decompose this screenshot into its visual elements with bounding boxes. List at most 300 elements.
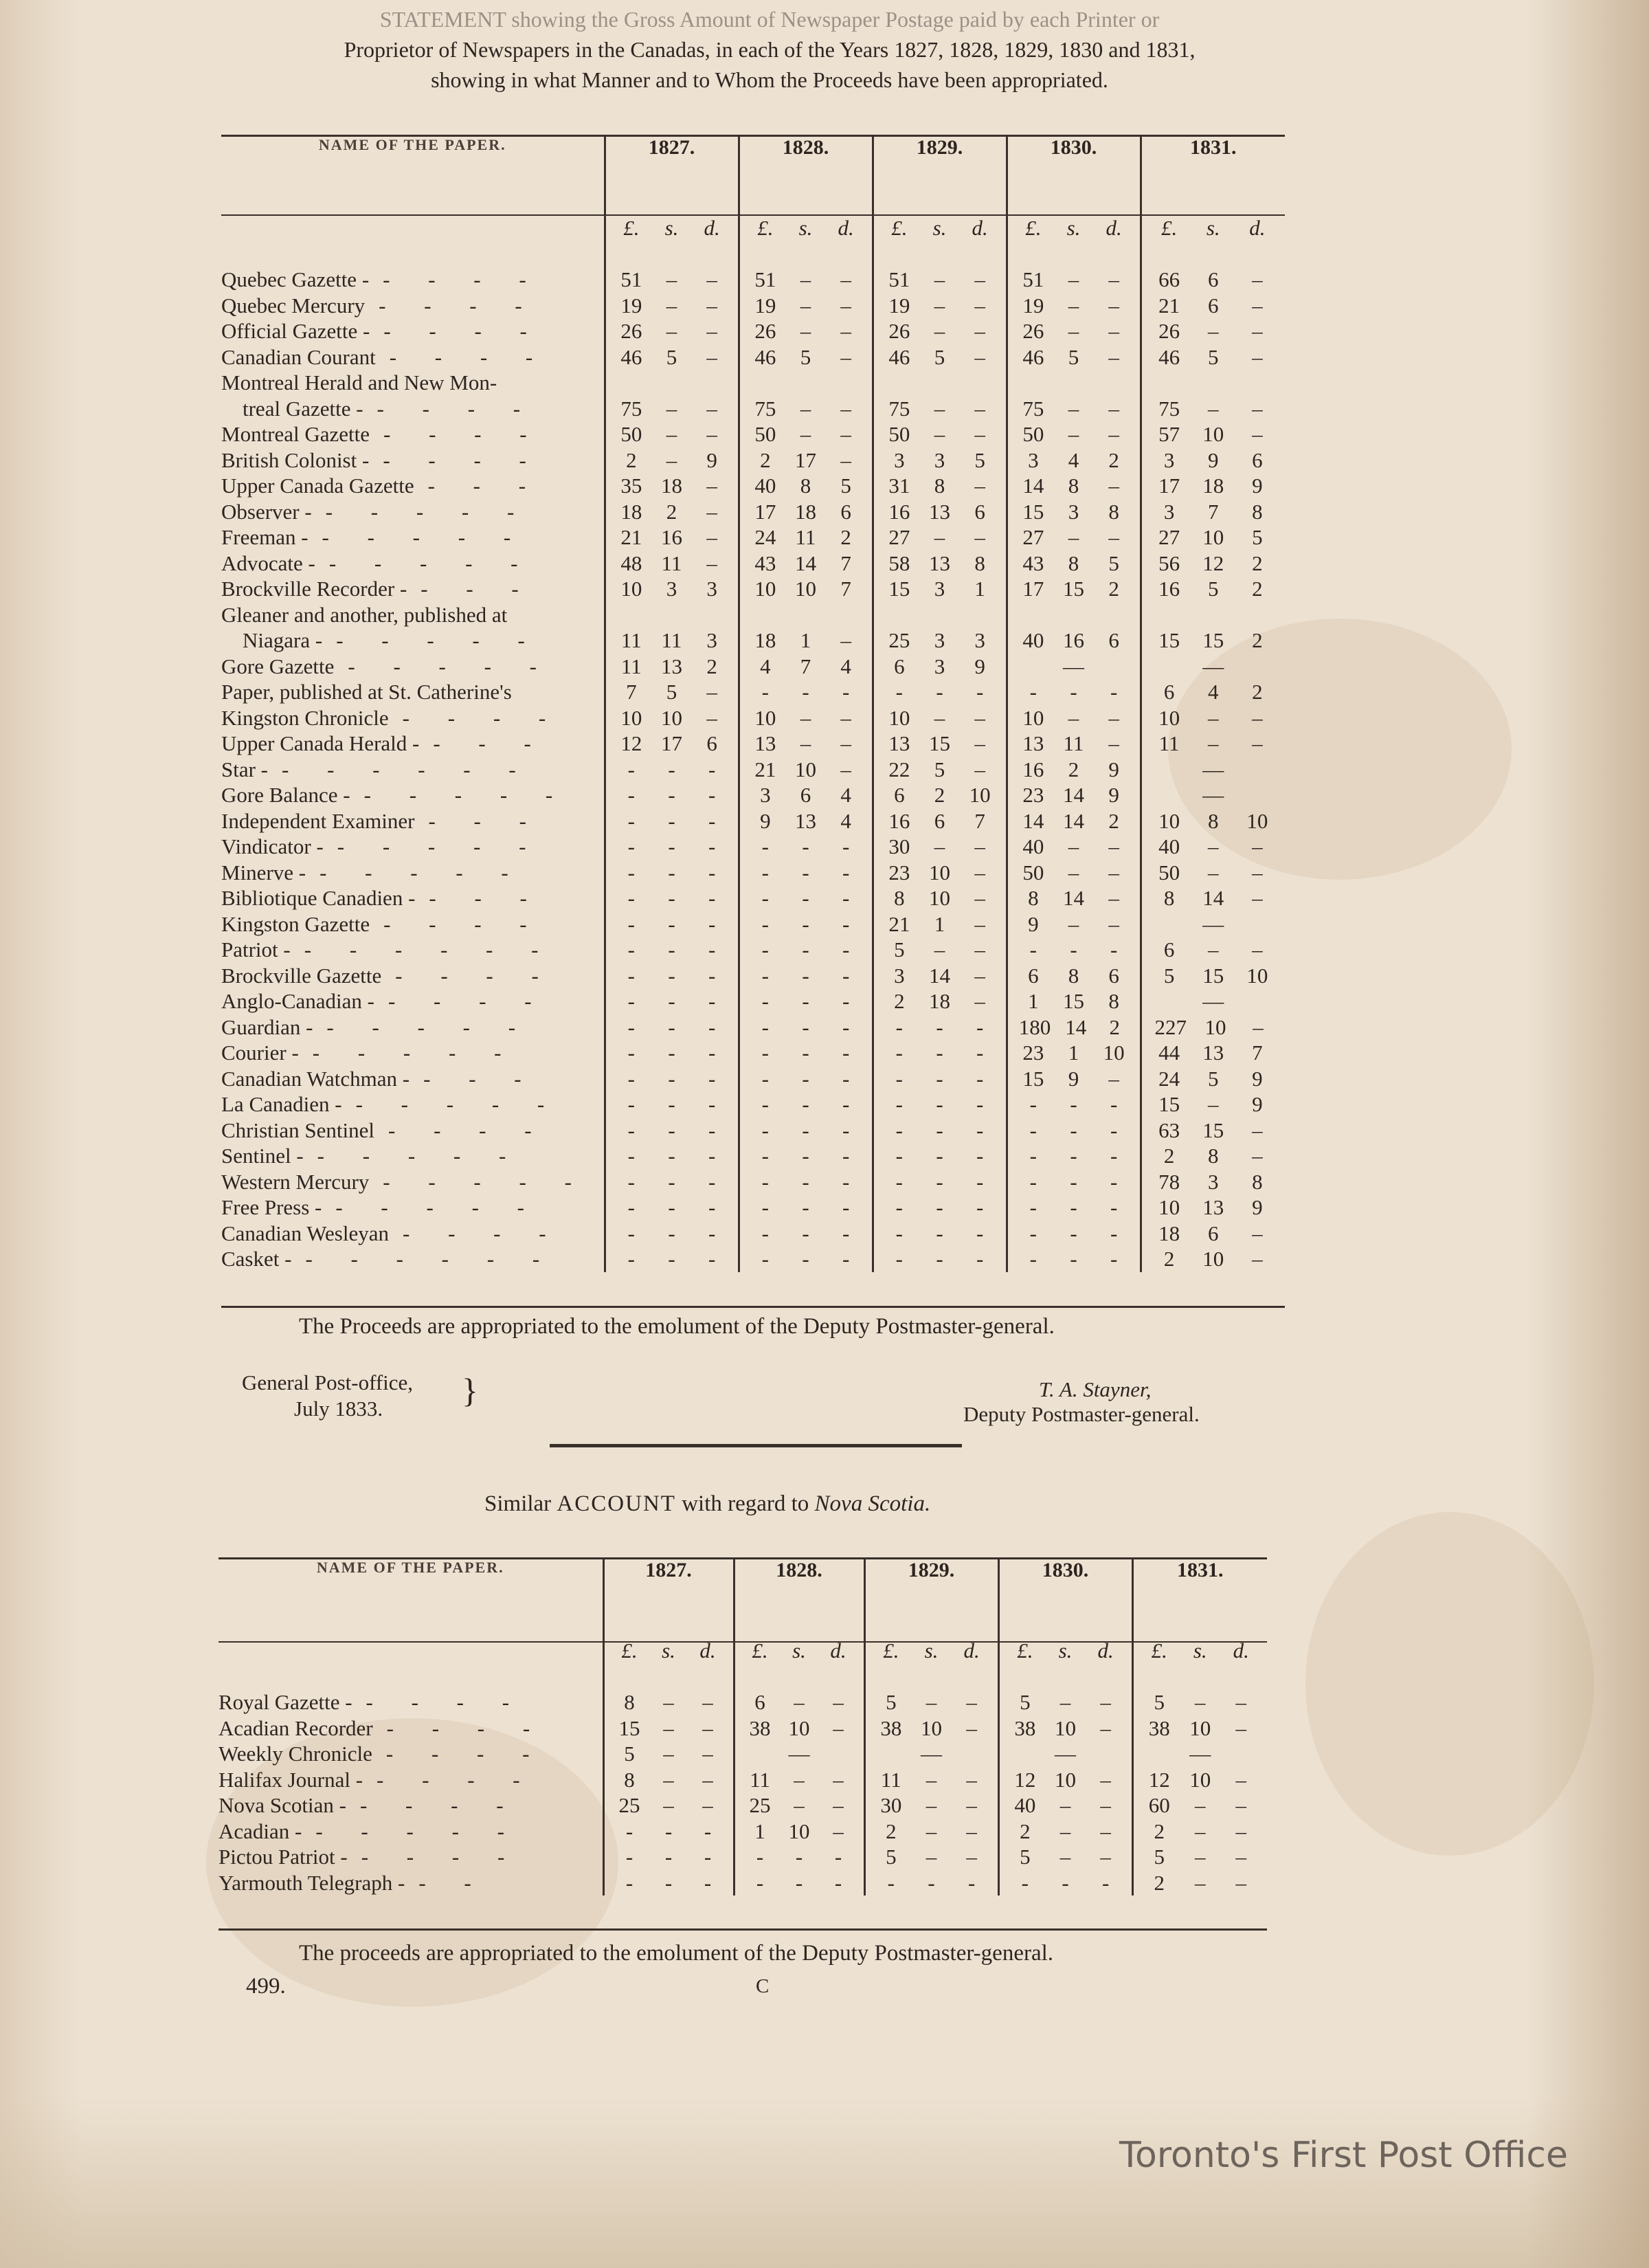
paper-name-cell (221, 705, 605, 731)
paper-name-cell (218, 1792, 603, 1819)
pence-value: 2 (1108, 808, 1119, 833)
pounds-value: - (761, 1041, 769, 1065)
pence-value: - (976, 1118, 984, 1142)
paper-name: Free Press - (221, 1195, 322, 1219)
amount-cell (605, 988, 739, 1014)
amount-cell (1007, 808, 1141, 834)
table-row (221, 988, 1285, 1014)
similar-prefix: Similar (484, 1491, 552, 1516)
shillings-value: – (926, 1845, 937, 1869)
shillings-value: – (663, 1767, 674, 1792)
amount-cell (739, 679, 873, 705)
paper-name: Canadian Watchman - (221, 1066, 410, 1091)
amount-cell (1007, 834, 1141, 860)
amount-cell (873, 731, 1007, 757)
shillings-value: 8 (1068, 963, 1079, 988)
pence-value: – (840, 757, 851, 781)
shillings-value: - (1062, 1870, 1069, 1895)
pence-value: – (840, 293, 851, 318)
pence-value: 7 (840, 577, 851, 601)
amount-cell (739, 473, 873, 499)
amount-cell (1141, 1040, 1285, 1066)
pounds-value: 18 (620, 499, 642, 524)
amount-cell (739, 1066, 873, 1092)
pounds-value: 43 (1022, 551, 1044, 575)
pounds-value: - (627, 1092, 635, 1116)
amount-cell (1141, 1194, 1285, 1221)
pence-value: 9 (706, 447, 717, 472)
amount-cell (873, 885, 1007, 911)
amount-cell (605, 860, 739, 886)
pence-value: 10 (1246, 963, 1268, 988)
paper-name-cell (221, 937, 605, 963)
pounds-value: 58 (888, 551, 910, 575)
unit-label: £. (621, 1638, 638, 1663)
shillings-value: 15 (1062, 577, 1084, 601)
pence-value: – (1252, 293, 1263, 318)
unit-label: s. (662, 1638, 675, 1663)
pounds-value: - (625, 1845, 633, 1869)
pounds-value: 5 (894, 937, 905, 961)
pounds-value: - (1029, 1092, 1037, 1116)
pounds-value: - (761, 911, 769, 936)
leader-dots: - - - - (385, 1742, 546, 1766)
table-row (221, 551, 1285, 577)
pounds-value: 24 (1158, 1066, 1180, 1091)
shillings-value: 11 (661, 628, 682, 652)
amount-cell (739, 318, 873, 344)
pence-value: – (1108, 731, 1119, 755)
shillings-value: – (1207, 396, 1219, 421)
shillings-value: — (1062, 654, 1084, 678)
units-cell (605, 216, 739, 267)
pence-value: - (842, 989, 850, 1013)
shillings-value: — (1202, 783, 1224, 807)
amount-cell (1141, 757, 1285, 783)
pounds-value: 6 (1163, 937, 1175, 961)
amount-cell (873, 1040, 1007, 1066)
paper-name-cell (221, 1246, 605, 1272)
leader-dots: - - - - - (312, 1041, 518, 1065)
pence-value: – (706, 267, 717, 291)
shillings-value: 18 (660, 474, 682, 498)
pence-value: - (842, 963, 850, 988)
pounds-value: 9 (760, 808, 771, 833)
year-header: 1830. (1007, 136, 1141, 216)
pence-value: 5 (974, 447, 985, 472)
pence-value: – (1100, 1793, 1111, 1817)
shillings-value: - (1070, 680, 1077, 704)
amount-cell (605, 499, 739, 525)
ns-name-column-header: NAME OF THE PAPER. (316, 1559, 504, 1576)
shillings-value: - (1070, 1092, 1077, 1116)
pence-value: 2 (1252, 680, 1263, 704)
pounds-value: 13 (754, 731, 776, 755)
amount-cell (1007, 396, 1141, 422)
amount-cell (1007, 551, 1141, 577)
amount-cell (605, 576, 739, 602)
pounds-value: 51 (754, 267, 776, 291)
leader-dots: - - - - - (322, 525, 528, 549)
shillings-value: - (668, 860, 675, 885)
table-row (221, 473, 1285, 499)
amount-cell (734, 1792, 864, 1819)
shillings-value: - (664, 1870, 673, 1895)
table-row (221, 1066, 1285, 1092)
paper-name: Vindicator - (221, 834, 324, 858)
amount-cell (605, 1066, 739, 1092)
pence-value: 3 (974, 628, 985, 652)
shillings-value: - (802, 680, 809, 704)
units-cell (998, 1638, 1132, 1689)
table-bottom-rule (221, 1306, 1285, 1308)
shillings-value: – (1068, 267, 1079, 291)
amount-cell (734, 1741, 864, 1767)
amount-cell (605, 473, 739, 499)
pounds-value: 16 (888, 499, 910, 524)
pounds-value: 2 (1163, 1144, 1175, 1168)
amount-cell (1007, 911, 1141, 937)
pence-value: – (974, 267, 985, 291)
amount-cell (734, 1819, 864, 1845)
pounds-value: 21 (754, 757, 776, 781)
proceeds-note: The Proceeds are appropriated to the emolument of the Deputy Postmaster-general. (299, 1314, 1055, 1339)
pence-value: - (1110, 1169, 1118, 1194)
pounds-value: 12 (1014, 1767, 1036, 1792)
pence-value: - (704, 1819, 712, 1843)
pounds-value: - (1029, 1169, 1037, 1194)
pence-value: – (974, 911, 985, 936)
pounds-value: - (761, 1144, 769, 1168)
pounds-value: - (627, 1014, 635, 1039)
amount-cell (739, 1091, 873, 1118)
shillings-value: - (664, 1845, 673, 1869)
amount-cell (1141, 602, 1285, 628)
amount-cell (1141, 524, 1285, 551)
amount-cell (739, 576, 873, 602)
amount-cell (605, 447, 739, 474)
pounds-value: 3 (760, 783, 771, 807)
shillings-value: 3 (1068, 499, 1079, 524)
leader-dots: - - - - - (328, 551, 535, 575)
pounds-value: 38 (1014, 1715, 1036, 1740)
pence-value: – (966, 1793, 977, 1817)
shillings-value: – (800, 293, 811, 318)
amount-cell (605, 1246, 739, 1272)
shillings-value: - (668, 1014, 675, 1039)
pence-value: – (974, 422, 985, 446)
amount-cell (1007, 1221, 1141, 1247)
paper-name-cell (221, 1040, 605, 1066)
pence-value: - (708, 808, 716, 833)
ns-table-header-row (218, 1559, 1267, 1638)
pence-value: – (1100, 1767, 1111, 1792)
amount-cell (873, 1143, 1007, 1169)
paper-name: Kingston Chronicle (221, 705, 389, 730)
pounds-value: 6 (894, 654, 905, 678)
unit-label: s. (1206, 216, 1220, 240)
amount-cell (1007, 499, 1141, 525)
unit-label: d. (972, 216, 988, 240)
pence-value: - (708, 1169, 716, 1194)
page-number: 499. (246, 1974, 286, 1999)
paper-name-cell (218, 1715, 603, 1742)
pounds-value: 11 (750, 1767, 770, 1792)
shillings-value: - (802, 1014, 809, 1039)
pence-value (958, 1741, 985, 1767)
pounds-value: 6 (894, 783, 905, 807)
amount-cell (739, 524, 873, 551)
pounds-value: - (627, 1247, 635, 1271)
pence-value: 2 (1252, 551, 1263, 575)
shillings-value: 5 (1068, 344, 1079, 369)
paper-name-cell (221, 1066, 605, 1092)
paper-name-cell (221, 551, 605, 577)
pounds-value: 35 (620, 474, 642, 498)
leader-dots: - - - - (403, 1221, 563, 1245)
pounds-value: 8 (624, 1690, 635, 1714)
units-cell (864, 1638, 998, 1689)
pounds-value: 3 (1028, 447, 1039, 472)
pence-value: – (1252, 267, 1263, 291)
table-row (221, 834, 1285, 860)
pence-value: – (1235, 1690, 1246, 1714)
shillings-value: – (1059, 1845, 1071, 1869)
pounds-value: - (895, 1092, 903, 1116)
shillings-value: - (1070, 1221, 1077, 1245)
shillings-value: — (1202, 911, 1224, 936)
leader-dots: - - - - - (337, 834, 543, 858)
signature-place-line-1: General Post-office, (242, 1370, 414, 1394)
pounds-value: - (627, 808, 635, 833)
pence-value: 9 (1252, 1066, 1263, 1091)
paper-name: Bibliotique Canadien - (221, 886, 416, 910)
pounds-value: 9 (1028, 911, 1039, 936)
shillings-value: 18 (928, 989, 950, 1013)
amount-cell (873, 1169, 1007, 1195)
amount-cell (873, 757, 1007, 783)
pounds-value: 13 (1022, 731, 1044, 755)
shillings-value: - (1070, 1169, 1077, 1194)
amount-cell (873, 1194, 1007, 1221)
amount-cell (873, 524, 1007, 551)
pounds-value: - (895, 1144, 903, 1168)
ns-year-header: 1829. (864, 1559, 998, 1638)
paper-name-cell (221, 757, 605, 783)
pounds-value: 38 (749, 1715, 771, 1740)
leader-dots: - - - - (383, 447, 543, 472)
amount-cell (873, 782, 1007, 808)
watermark: Toronto's First Post Office (1119, 2135, 1568, 2176)
shillings-value: 9 (1207, 447, 1219, 472)
pounds-value: 21 (1158, 293, 1180, 318)
table-row (218, 1792, 1267, 1819)
table-row (221, 1169, 1285, 1195)
amount-cell (739, 602, 873, 628)
pence-value: – (706, 422, 717, 446)
amount-cell (873, 988, 1007, 1014)
shillings-value: 6 (800, 783, 811, 807)
table-row (221, 757, 1285, 783)
shillings-value: – (1195, 1690, 1206, 1714)
amount-cell (605, 627, 739, 654)
pounds-value (746, 1741, 774, 1767)
paper-name-cell (221, 911, 605, 937)
pounds-value: 21 (888, 911, 910, 936)
pounds-value: - (761, 1221, 769, 1245)
leader-dots: - - - - - (335, 1195, 541, 1219)
paper-name: treal Gazette - (221, 396, 363, 421)
leader-dots: - - - - - - (304, 937, 555, 961)
paper-name: Sentinel - (221, 1144, 304, 1168)
amount-cell (873, 473, 1007, 499)
pence-value: - (834, 1845, 842, 1869)
paper-name: Paper, published at St. Catherine's (221, 680, 512, 704)
paper-name: Kingston Gazette (221, 911, 370, 936)
pounds-value: 14 (1022, 808, 1044, 833)
shillings-value: 11 (1063, 731, 1084, 755)
amount-cell (739, 757, 873, 783)
shillings-value: - (668, 1041, 675, 1065)
shillings-value: – (934, 396, 945, 421)
amount-cell (873, 344, 1007, 370)
pounds-value: 3 (894, 963, 905, 988)
pounds-value: 31 (888, 474, 910, 498)
pounds-value: 5 (886, 1690, 897, 1714)
table-row (221, 267, 1285, 293)
pence-value: - (708, 937, 716, 961)
table-row (221, 808, 1285, 834)
shillings-value: 1 (1068, 1041, 1079, 1065)
pence-value: – (1235, 1870, 1246, 1895)
unit-label: s. (1066, 216, 1081, 240)
pence-value: – (966, 1690, 977, 1714)
amount-cell (603, 1819, 734, 1845)
year-header: 1831. (1141, 136, 1285, 216)
pounds-value: 19 (754, 293, 776, 318)
pounds-value: - (895, 1247, 903, 1271)
amount-cell (1132, 1792, 1267, 1819)
amount-cell (605, 1118, 739, 1144)
leader-dots: - - - - - (315, 1819, 521, 1843)
pence-value: 2 (1109, 1014, 1120, 1039)
pence-value: - (1110, 1092, 1118, 1116)
shillings-value: 13 (928, 551, 950, 575)
amount-cell (739, 1246, 873, 1272)
table-row (218, 1689, 1267, 1715)
pence-value: - (1110, 1118, 1118, 1142)
paper-name: Courier - (221, 1041, 299, 1065)
amount-cell (873, 447, 1007, 474)
unit-label: £. (1025, 216, 1042, 240)
shillings-value: - (668, 1221, 675, 1245)
shillings-value: 14 (1062, 808, 1084, 833)
paper-name-cell (221, 782, 605, 808)
pence-value: – (1100, 1845, 1111, 1869)
pence-value: - (1110, 937, 1118, 961)
amount-cell (1007, 421, 1141, 447)
paper-name: Halifax Journal - (218, 1767, 363, 1792)
amount-cell (605, 1194, 739, 1221)
pounds-value: 17 (1022, 577, 1044, 601)
shillings-value: – (1207, 705, 1219, 730)
pounds-value: 19 (1022, 293, 1044, 318)
shillings-value: 10 (794, 757, 816, 781)
pence-value: – (833, 1690, 844, 1714)
shillings-value: 6 (1207, 293, 1219, 318)
pounds-value: 15 (888, 577, 910, 601)
pence-value: – (702, 1742, 713, 1766)
pounds-value: 46 (620, 344, 642, 369)
amount-cell (1132, 1844, 1267, 1870)
pence-value: 2 (1108, 447, 1119, 472)
amount-cell (605, 267, 739, 293)
pence-value: – (1108, 886, 1119, 910)
shillings-value: – (1068, 834, 1079, 858)
shillings-value: 10 (1202, 1247, 1224, 1271)
shillings-value: - (802, 1118, 809, 1142)
leader-dots: - - - (427, 474, 543, 498)
table-row (218, 1819, 1267, 1845)
paper-name: Upper Canada Herald - (221, 731, 420, 755)
shillings-value: - (1070, 1195, 1077, 1219)
paper-name: Brockville Gazette (221, 963, 382, 988)
pence-value: - (976, 1247, 984, 1271)
shillings-value: 6 (1207, 267, 1219, 291)
paper-name-cell (221, 1221, 605, 1247)
canada-postage-table (221, 136, 1285, 1272)
shillings-value: - (1070, 1247, 1077, 1271)
amount-cell (1141, 808, 1285, 834)
pounds-value: 5 (1154, 1845, 1165, 1869)
amount-cell (864, 1792, 998, 1819)
paper-name-cell (221, 679, 605, 705)
pounds-value: 8 (1028, 886, 1039, 910)
amount-cell (873, 679, 1007, 705)
pounds-value: 10 (1022, 705, 1044, 730)
pounds-value: 17 (754, 499, 776, 524)
unit-label: s. (664, 216, 679, 240)
shillings-value: 5 (1207, 577, 1219, 601)
amount-cell (739, 860, 873, 886)
amount-cell (873, 551, 1007, 577)
pence-value: - (1110, 1247, 1118, 1271)
amount-cell (1007, 705, 1141, 731)
amount-cell (739, 808, 873, 834)
shillings-value: 8 (1068, 474, 1079, 498)
pence-value: - (976, 1014, 984, 1039)
pounds-value: 15 (1158, 628, 1180, 652)
shillings-value: - (668, 783, 675, 807)
leader-dots: - - - - (386, 1715, 547, 1740)
amount-cell (1141, 293, 1285, 319)
paper-name: Western Mercury (221, 1169, 370, 1194)
leader-dots: - - - - - (355, 1092, 561, 1116)
pence-value: – (974, 834, 985, 858)
header-line-2: Proprietor of Newspapers in the Canadas, in each of the Years 1827, 1828, 1829, 1830 and 1831, (344, 37, 1196, 62)
shillings-value: 5 (1207, 344, 1219, 369)
pence-value: – (1108, 1066, 1119, 1091)
shillings-value: — (1202, 757, 1224, 781)
shillings-value: 3 (1207, 1169, 1219, 1194)
pence-value: – (833, 1793, 844, 1817)
pence-value (1244, 911, 1271, 937)
amount-cell (1141, 911, 1285, 937)
amount-cell (605, 344, 739, 370)
paper-name-cell (221, 473, 605, 499)
pounds-value: - (887, 1870, 895, 1895)
pence-value: - (1110, 680, 1118, 704)
